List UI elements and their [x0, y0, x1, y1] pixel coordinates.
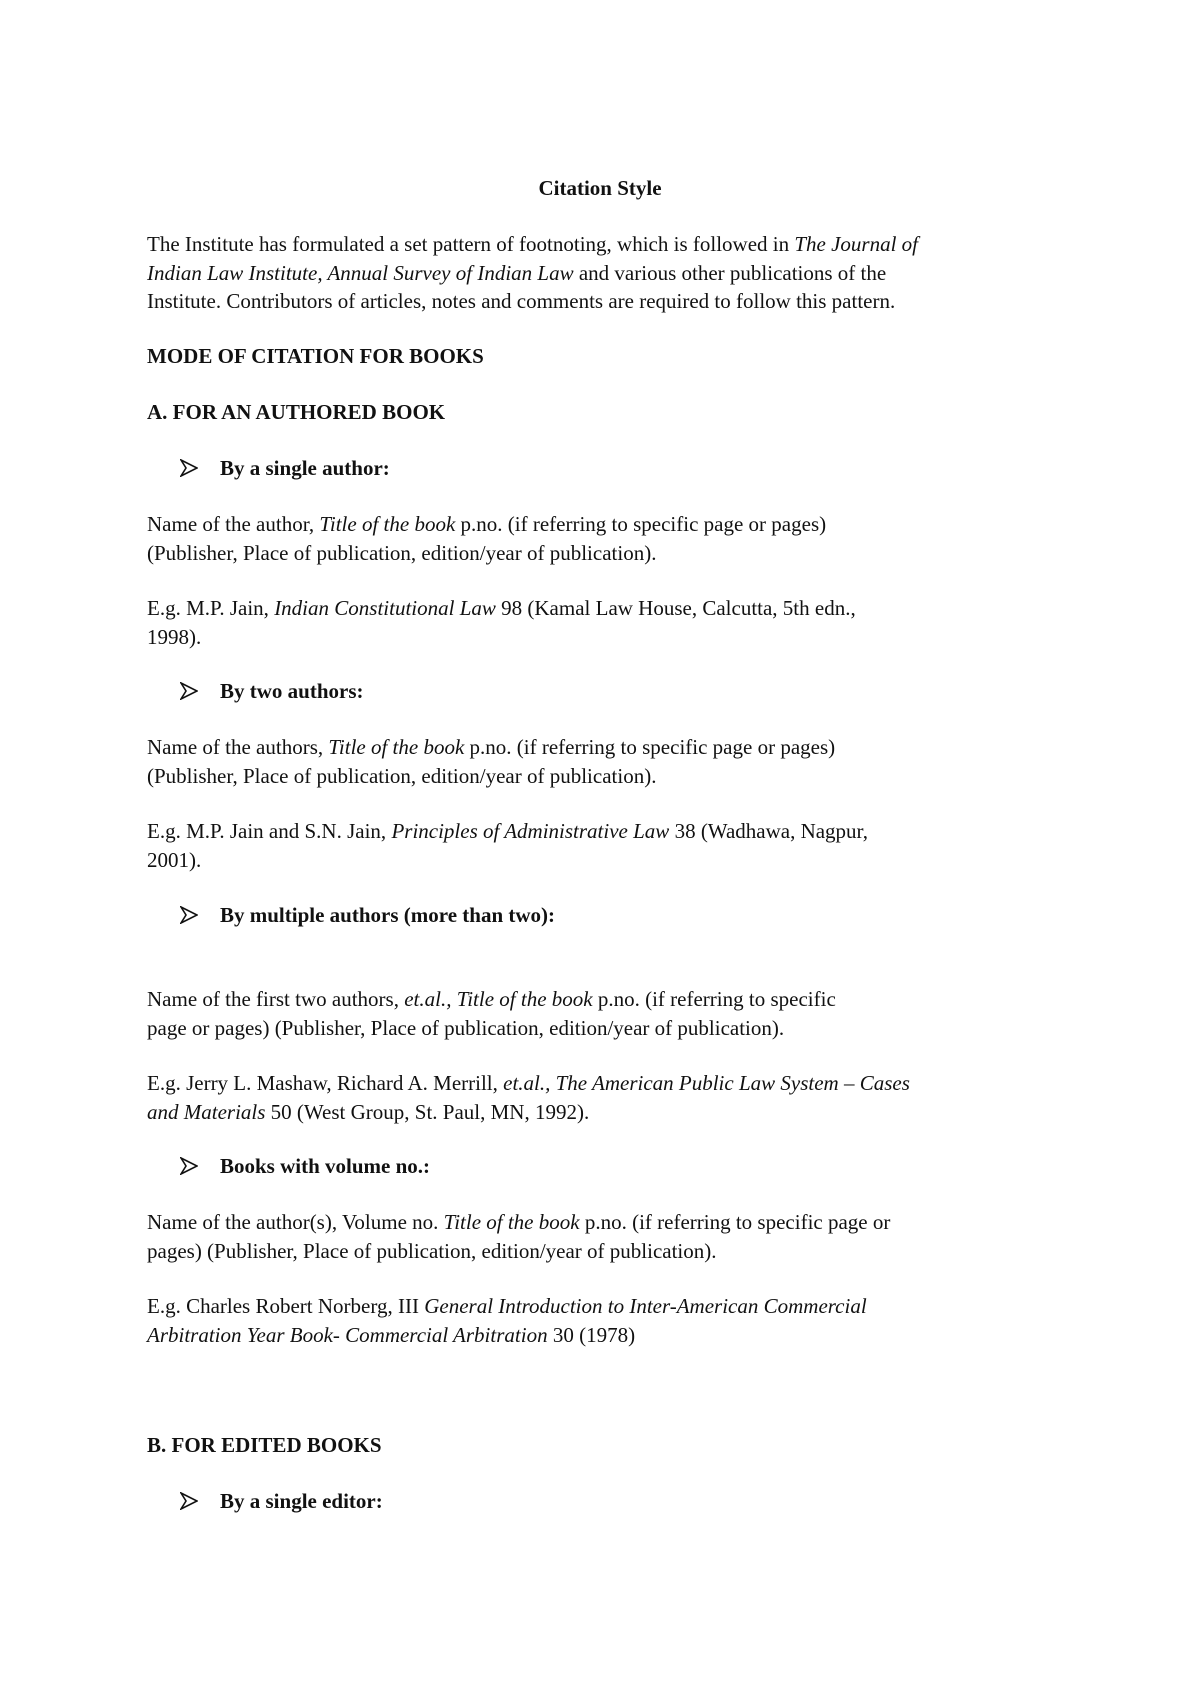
subheading-volume-books — [180, 1152, 1110, 1181]
subheading-multiple-authors — [180, 901, 1110, 930]
subheading-single-editor — [180, 1487, 1110, 1516]
subheading-label: By a single author: — [220, 456, 390, 480]
example-single-author: E.g. M.P. Jain, Indian Constitutional Law 98 (Kamal Law House, Calcutta, 5th edn., 1998). — [147, 596, 856, 649]
format-volume-books: Name of the author(s), Volume no. Title of the book p.no. (if referring to specific page or pages) (Publisher, Place of publication, edition/year of publication). — [147, 1210, 891, 1263]
example-two-authors: E.g. M.P. Jain and S.N. Jain, Principles of Administrative Law 38 (Wadhawa, Nagpur, 2001). — [147, 819, 868, 872]
format-single-author: Name of the author, Title of the book p.no. (if referring to specific page or pages) (Publisher, Place of publication, edition/year of publication). — [147, 512, 827, 565]
section-a-heading: A. FOR AN AUTHORED BOOK — [147, 400, 446, 424]
example-multiple-authors: E.g. Jerry L. Mashaw, Richard A. Merrill, et.al., The American Public Law System – Cases and Materials 50 (West Group, St. Paul, MN, 1992). — [147, 1071, 910, 1124]
intro-line-2: Indian Law Institute, Annual Survey of Indian Law and various other publications of the — [147, 260, 887, 285]
subheading-single-author — [180, 454, 1110, 483]
subheading-label: Books with volume no.: — [220, 1154, 431, 1178]
arrowhead-bullet-icon — [180, 1152, 220, 1181]
arrowhead-bullet-icon — [180, 677, 220, 706]
subheading-label: By two authors: — [220, 679, 364, 703]
format-multiple-authors: Name of the first two authors, et.al., Title of the book p.no. (if referring to specific page or pages) (Publisher, Place of publication, edition/year of publication). — [147, 987, 836, 1040]
mode-heading: MODE OF CITATION FOR BOOKS — [147, 344, 484, 368]
page-title: Citation Style — [538, 176, 662, 200]
example-volume-books: E.g. Charles Robert Norberg, III General Introduction to Inter-American Commercial Arbitration Year Book- Commercial Arbitration 30 (1978) — [147, 1294, 867, 1347]
intro-line-3: Institute. Contributors of articles, notes and comments are required to follow this pattern. — [147, 289, 896, 313]
arrowhead-bullet-icon — [180, 901, 220, 930]
subheading-two-authors — [180, 677, 1110, 706]
format-two-authors: Name of the authors, Title of the book p.no. (if referring to specific page or pages) (Publisher, Place of publication, edition/year of publication). — [147, 735, 836, 788]
section-b-heading: B. FOR EDITED BOOKS — [147, 1433, 382, 1457]
arrowhead-bullet-icon — [180, 1487, 220, 1516]
subheading-label: By a single editor: — [220, 1489, 383, 1513]
subheading-label: By multiple authors (more than two): — [220, 903, 556, 927]
arrowhead-bullet-icon — [180, 454, 220, 483]
intro-line-1: The Institute has formulated a set pattern of footnoting, which is followed in The Journal of — [147, 232, 919, 256]
intro-paragraph — [147, 230, 1077, 316]
